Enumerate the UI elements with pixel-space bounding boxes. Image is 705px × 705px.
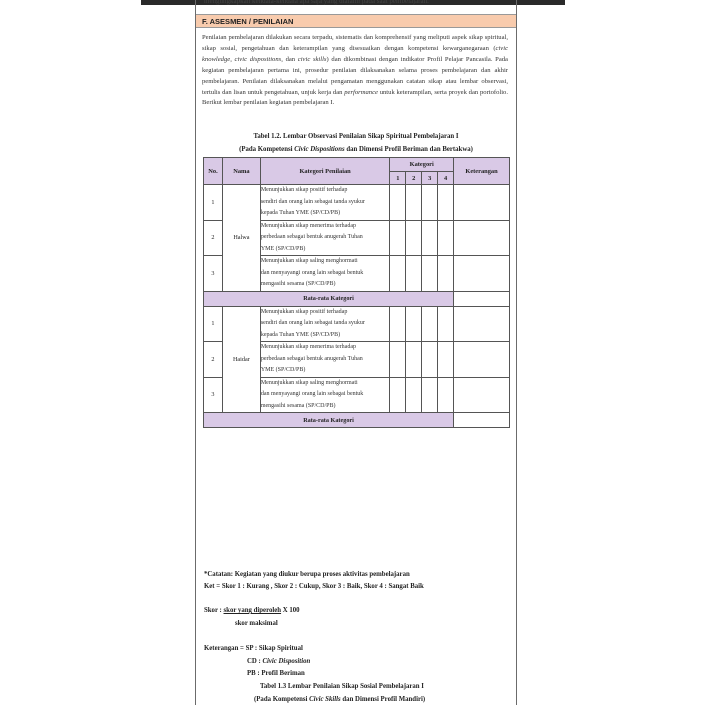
note-skor — [204, 607, 300, 614]
score-cell-1 — [390, 377, 406, 413]
italic-segment: Civic Dispositions — [294, 146, 345, 153]
header-no: No. — [204, 158, 223, 185]
criteria-cell — [260, 377, 389, 413]
table-caption-title: Tabel 1.2. Lembar Observasi Penilaian Sikap Spiritual Pembelajaran I — [253, 133, 459, 140]
average-label: Rata-rata Kategori — [204, 291, 454, 306]
row-number: 1 — [204, 185, 223, 221]
text-segment: (Pada Kompetensi — [254, 696, 310, 703]
score-cell-1 — [390, 256, 406, 292]
score-cell-3 — [422, 256, 438, 292]
criteria-line: mengasihi sesama (SP/CD/PB) — [260, 402, 336, 409]
criteria-line: Menunjukkan sikap saling menghormati — [260, 258, 358, 264]
student-name: Haidar — [222, 306, 260, 413]
table-body — [204, 185, 510, 428]
row-number: 3 — [204, 377, 223, 413]
score-cell-4 — [438, 220, 454, 256]
criteria-line: sendiri dan orang lain sebagai tanda syukur — [260, 198, 365, 205]
note-keterangan-pb: PB : Profil Beriman — [247, 670, 305, 677]
average-keterangan-cell — [454, 291, 510, 306]
criteria-line: sendiri dan orang lain sebagai tanda syukur — [260, 320, 365, 326]
student-name: Halwa — [222, 185, 260, 292]
score-cell-2 — [406, 185, 422, 221]
score-cell-2 — [406, 256, 422, 292]
skor-prefix: Skor : — [204, 607, 224, 614]
row-number: 2 — [204, 342, 223, 378]
row-number: 1 — [204, 306, 223, 342]
keterangan-cell — [454, 256, 510, 292]
skor-numerator: skor yang diperoleh — [223, 607, 282, 614]
italic-segment: civic skills — [297, 55, 327, 63]
score-cell-4 — [438, 185, 454, 221]
note-ket: Ket = Skor 1 : Kurang , Skor 2 : Cukup, Skor 3 : Baik, Skor 4 : Sangat Baik — [204, 583, 424, 590]
section-heading-asesmen: F. ASESMEN / PENILAIAN — [196, 14, 516, 28]
keterangan-cell — [454, 185, 510, 221]
header-k1: 1 — [390, 172, 406, 185]
next-table-caption-title: Tabel 1.3 Lembar Penilaian Sikap Sosial Pembelajaran I — [260, 683, 424, 690]
score-cell-3 — [422, 342, 438, 378]
score-cell-2 — [406, 220, 422, 256]
criteria-line: kepada Tuhan YME (SP/CD/PB) — [260, 210, 341, 216]
note-keterangan-sp: Keterangan = SP : Sikap Spiritual — [204, 645, 303, 652]
text-segment: dan Dimensi Profil Beriman dan Bertakwa) — [344, 146, 473, 153]
criteria-line: YME (SP/CD/PB) — [260, 367, 306, 373]
score-cell-3 — [422, 377, 438, 413]
criteria-line: dan menyayangi orang lain sebagai bentuk — [260, 269, 364, 276]
criteria-line: mengasihi sesama (SP/CD/PB) — [260, 281, 336, 287]
italic-segment: civic knowledge, civic dispositions, — [202, 44, 508, 63]
keterangan-cell — [454, 342, 510, 378]
header-k3: 3 — [422, 172, 438, 185]
average-row — [204, 291, 510, 306]
table-row — [204, 306, 510, 342]
average-row — [204, 413, 510, 428]
note-keterangan-cd — [247, 658, 310, 665]
document-page[interactable] — [195, 0, 517, 705]
criteria-line: Menunjukkan sikap menerima terhadap — [260, 222, 356, 229]
score-cell-1 — [390, 185, 406, 221]
score-cell-2 — [406, 377, 422, 413]
header-keterangan: Keterangan — [454, 158, 510, 185]
note-skor-denominator: skor maksimal — [235, 620, 278, 627]
italic-segment: performance — [344, 88, 378, 96]
table-caption-subtitle — [196, 146, 516, 153]
assessment-paragraph — [202, 33, 508, 109]
criteria-cell — [260, 185, 389, 221]
score-cell-4 — [438, 306, 454, 342]
header-kategori-penilaian: Kategori Penilaian — [260, 158, 389, 185]
cd-prefix: CD : — [247, 658, 263, 665]
italic-segment: Civic Skills — [309, 696, 341, 703]
criteria-line: perbedaan sebagai bentuk anugerah Tuhan — [260, 234, 363, 240]
score-cell-4 — [438, 342, 454, 378]
criteria-line: Menunjukkan sikap positif terhadap — [260, 308, 348, 315]
text-segment: Penilaian pembelajaran dilakukan secara terpadu, sistematis dan komprehensif yang meliputi aspek sikap spiritual, sikap sosial, pengetahuan dan keterampilan yang disesuaikan dengan kompetensi kewarganegaraan ( — [202, 34, 508, 52]
score-cell-3 — [422, 185, 438, 221]
text-segment: dan — [282, 55, 298, 63]
criteria-cell — [260, 220, 389, 256]
criteria-line: YME (SP/CD/PB) — [260, 245, 306, 252]
text-segment: untuk keterampilan, serta proyek dan portofolio. Berikut lembar penilaian kegiatan pembelajaran I. — [202, 88, 508, 107]
keterangan-cell — [454, 306, 510, 342]
keterangan-cell — [454, 377, 510, 413]
note-catatan: *Catatan: Kegiatan yang diukur berupa proses aktivitas pembelajaran — [204, 571, 410, 578]
criteria-line: Menunjukkan sikap saling menghormati — [260, 379, 358, 386]
criteria-cell — [260, 342, 389, 378]
score-cell-4 — [438, 256, 454, 292]
next-table-caption-subtitle — [254, 696, 425, 703]
text-segment: (Pada Kompetensi — [239, 146, 295, 153]
text-segment: dan Dimensi Profil Mandiri) — [340, 696, 426, 703]
criteria-line: kepada Tuhan YME (SP/CD/PB) — [260, 331, 341, 338]
average-label: Rata-rata Kategori — [204, 413, 454, 428]
row-number: 2 — [204, 220, 223, 256]
score-cell-2 — [406, 306, 422, 342]
cd-value: Civic Disposition — [262, 658, 311, 665]
criteria-line: Menunjukkan sikap menerima terhadap — [260, 344, 356, 350]
score-cell-1 — [390, 306, 406, 342]
keterangan-cell — [454, 220, 510, 256]
criteria-line: Menunjukkan sikap positif terhadap — [260, 187, 348, 193]
criteria-line: perbedaan sebagai bentuk anugerah Tuhan — [260, 355, 363, 362]
cut-off-text: mengungkapkan kendala-kendala apa saja yang dialami pada saat pembelajaran. — [204, 0, 429, 5]
score-cell-3 — [422, 220, 438, 256]
score-cell-4 — [438, 377, 454, 413]
score-cell-1 — [390, 220, 406, 256]
text-segment: ) dan dikombinasi dengan indikator Profil Pelajar Pancasila. Pada kegiatan pembelajaran pertama ini, prosedur penilaian dilaksanakan selama proses pembelajaran dan akhir pembelajaran. Penilaian dilaksanakan melalui pengamatan menggunakan catatan sikap atau lembar observasi, tertulis dan lisan untuk pengetahuan, unjuk kerja dan — [202, 55, 508, 96]
criteria-cell — [260, 306, 389, 342]
score-cell-2 — [406, 342, 422, 378]
header-k4: 4 — [438, 172, 454, 185]
score-cell-1 — [390, 342, 406, 378]
criteria-cell — [260, 256, 389, 292]
skor-times: X 100 — [281, 607, 300, 614]
observation-table — [203, 157, 510, 428]
table-row — [204, 185, 510, 221]
row-number: 3 — [204, 256, 223, 292]
criteria-line: dan menyayangi orang lain sebagai bentuk — [260, 391, 364, 397]
header-kategori: Kategori — [390, 158, 454, 172]
header-k2: 2 — [406, 172, 422, 185]
average-keterangan-cell — [454, 413, 510, 428]
score-cell-3 — [422, 306, 438, 342]
header-nama: Nama — [222, 158, 260, 185]
